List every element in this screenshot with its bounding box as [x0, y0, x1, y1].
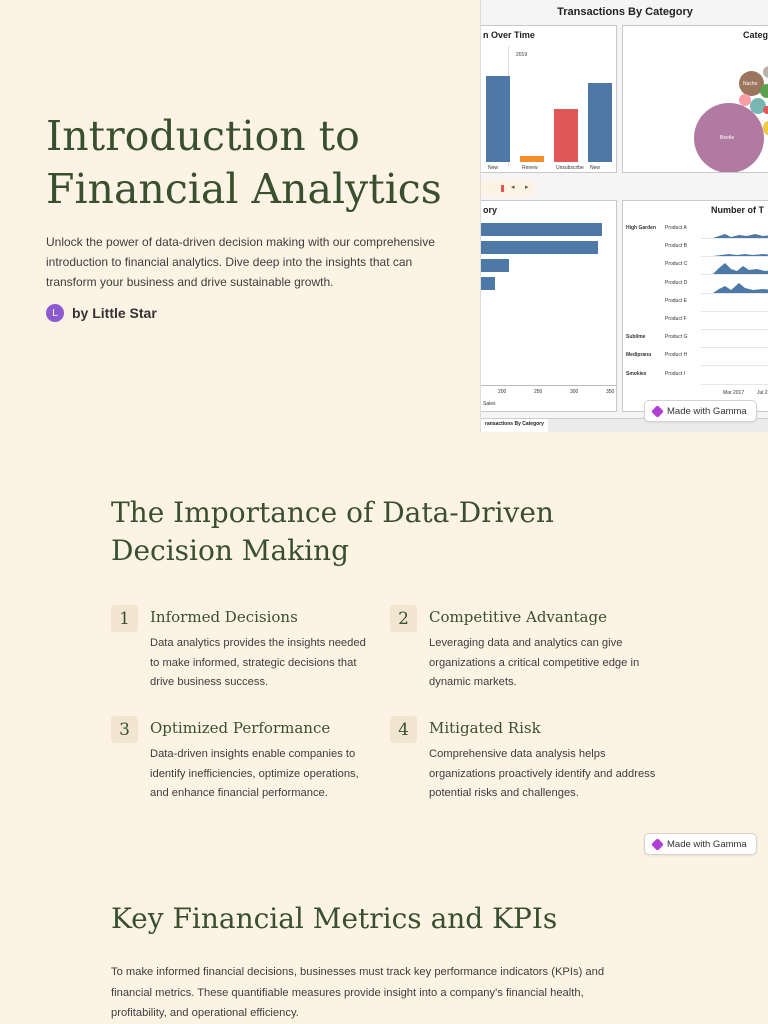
author-byline — [46, 304, 157, 322]
item-title: Informed Decisions — [150, 608, 298, 626]
section-title-kpis: Key Financial Metrics and KPIs — [111, 902, 558, 935]
product-label: Product B — [665, 243, 687, 250]
item-description: Comprehensive data analysis helps organizations proactively identify and address potential risks and challenges. — [429, 748, 656, 799]
prev-icon[interactable]: ◂ — [511, 184, 515, 191]
date-tick: Jul 2 — [757, 390, 768, 396]
kpis-description: To make informed financial decisions, businesses must track key performance indicators (KPIs) and financial metrics. These quantifiable measures provide insight into a company's financial health, profitability, and operational efficiency. — [111, 966, 605, 1019]
panel-hbars — [480, 200, 617, 412]
row-divider — [701, 238, 768, 239]
item-number: 3 — [111, 716, 138, 743]
item-description: Leveraging data and analytics can give organizations a critical competitive edge in dynamic markets. — [429, 637, 640, 688]
hbar-tick: 300 — [570, 389, 579, 395]
item-title: Competitive Advantage — [429, 608, 607, 626]
group-label: Sublime — [626, 334, 646, 341]
item-number: 4 — [390, 716, 417, 743]
gamma-icon — [651, 838, 664, 851]
made-with-gamma-button[interactable] — [644, 400, 757, 422]
hero-description: Unlock the power of data-driven decision making with our comprehensive introduction to financial analytics. Dive deep into the insights that can transform your business and drive sustainable growth. — [46, 235, 435, 289]
made-with-gamma-button[interactable] — [644, 833, 757, 855]
sparkline-area — [713, 279, 768, 293]
time-bar — [554, 109, 578, 162]
page-title: Introduction to Financial Analytics — [46, 112, 442, 213]
row-divider — [701, 293, 768, 294]
hbar-tick: 200 — [498, 389, 507, 395]
group-label: High Garden — [626, 225, 657, 231]
time-bar-label: Unsubscribe — [556, 165, 584, 171]
product-label: Product G — [665, 334, 688, 341]
product-label: Product A — [665, 225, 687, 231]
made-with-gamma-label: Made with Gamma — [667, 838, 747, 850]
panel-over-time-year: 2019 — [516, 52, 528, 58]
product-label: Product H — [665, 352, 688, 359]
item-number: 1 — [111, 605, 138, 632]
bubble-small-label: Nacho — [743, 81, 758, 87]
time-bar — [520, 156, 544, 162]
hbar — [480, 259, 509, 272]
avatar: L — [46, 304, 64, 322]
bubble — [760, 84, 768, 98]
sparkline-area — [713, 260, 768, 274]
panel-number-title: Number of T — [711, 205, 764, 215]
dashboard-title: Transactions By Category — [557, 6, 693, 18]
hbar-tick: 350 — [606, 389, 615, 395]
hbar-axis-label: Sales — [483, 401, 496, 407]
row-divider — [701, 365, 768, 366]
item-title: Optimized Performance — [150, 719, 331, 737]
row-divider — [701, 384, 768, 385]
group-label: Smokiex — [626, 370, 647, 377]
next-icon[interactable]: ▸ — [525, 184, 529, 191]
item-description: Data-driven insights enable companies to identify inefficiencies, optimize operations, and enhance financial performance. — [150, 748, 359, 799]
product-label: Product I — [665, 370, 686, 377]
product-label: Product E — [665, 297, 687, 304]
time-bar-label: New — [590, 165, 601, 171]
sparkline-area — [713, 224, 768, 238]
group-label: Medipranu — [626, 352, 652, 359]
hbar-tick: 250 — [534, 389, 543, 395]
time-bar-label: Renew — [522, 165, 538, 171]
product-label: Product D — [665, 279, 688, 286]
bubble-large-label: Beetle — [720, 135, 735, 141]
panel-over-time — [480, 25, 617, 173]
hbar — [480, 277, 495, 290]
panel-category-title: Categ — [743, 30, 768, 40]
item-title: Mitigated Risk — [429, 719, 541, 737]
time-bar-label: New — [488, 165, 499, 171]
dashboard-screenshot — [480, 0, 768, 432]
bubble — [763, 66, 768, 78]
row-divider — [701, 274, 768, 275]
author-name: by Little Star — [72, 305, 157, 321]
time-bar — [588, 83, 612, 162]
panel-hbars-title: ory — [483, 205, 498, 215]
product-label: Product F — [665, 316, 687, 322]
row-divider — [701, 347, 768, 348]
bubble — [739, 94, 751, 106]
item-description: Data analytics provides the insights needed to make informed, strategic decisions that drive business success. — [150, 637, 366, 688]
panel-category — [622, 25, 768, 173]
product-label: Product C — [665, 261, 688, 268]
gamma-icon — [651, 405, 664, 418]
hbar — [480, 241, 598, 254]
hbar — [480, 223, 602, 236]
made-with-gamma-label: Made with Gamma — [667, 405, 747, 417]
time-bar — [486, 76, 510, 162]
item-number: 2 — [390, 605, 417, 632]
section-title-importance: The Importance of Data-Driven Decision Making — [111, 496, 554, 567]
bubble — [763, 121, 768, 135]
date-tick: Mar 2017 — [723, 390, 745, 396]
row-divider — [701, 329, 768, 330]
row-divider — [701, 256, 768, 257]
row-divider — [701, 311, 768, 312]
bubble — [763, 106, 768, 114]
tab-transactions[interactable]: ransactions By Category — [481, 419, 548, 432]
sparkline-area — [713, 242, 768, 256]
panel-over-time-title: n Over Time — [483, 30, 535, 40]
pager[interactable] — [481, 180, 535, 196]
panel-number — [622, 200, 768, 412]
